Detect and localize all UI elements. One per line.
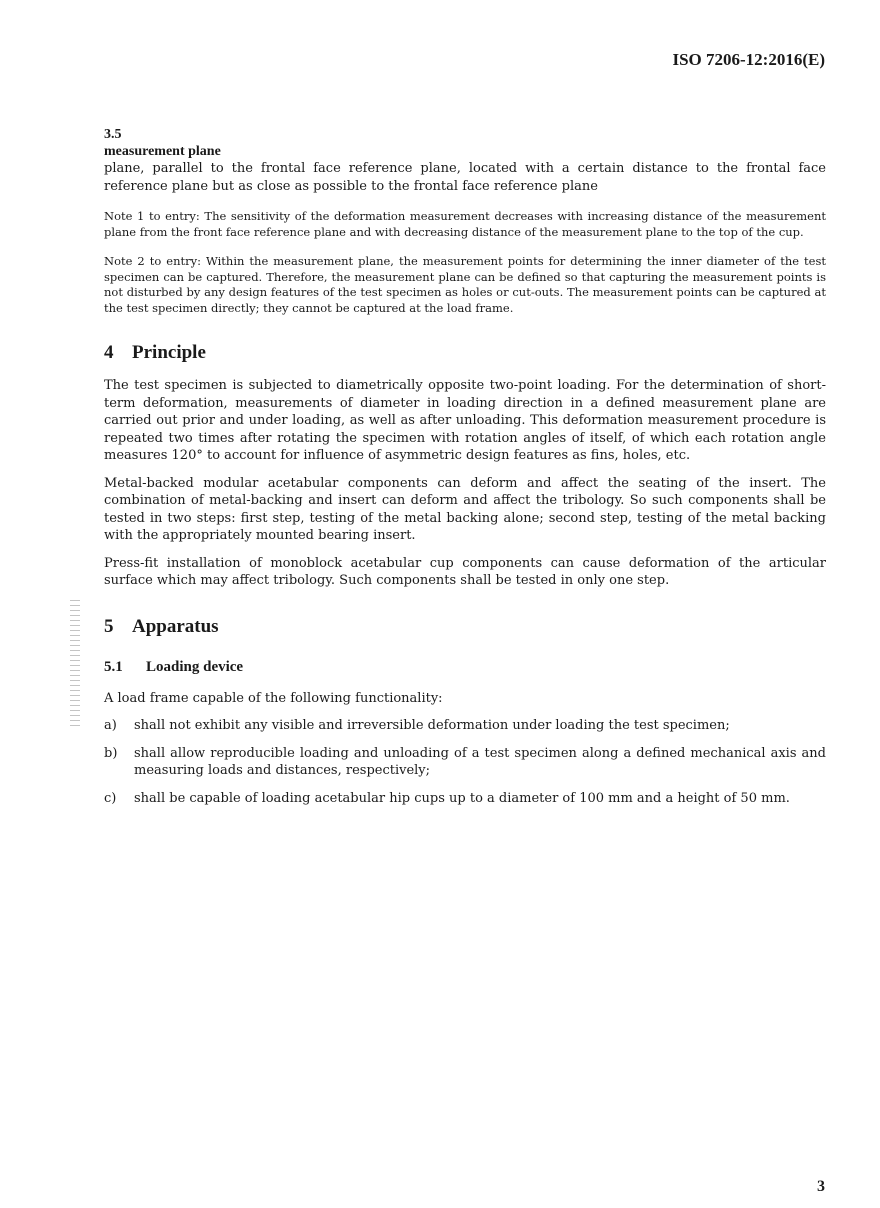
list-item-text: shall be capable of loading acetabular hip cups up to a diameter of 100 mm and a height of 50 mm. [134,790,790,806]
subsection-title: Loading device [146,658,244,675]
margin-watermark [70,600,80,730]
note-2: Note 2 to entry: Within the measurement plane, the measurement points for determining the inner diameter of the test specimen can be captured. Therefore, the measurement plane can be defined so that capturing the measurement points is not disturbed by any design features of the test specimen as holes or cut-outs. The measurement points can be captured at the test specimen directly; they cannot be captured at the load frame. [104,254,826,315]
list-item-text: shall not exhibit any visible and irreversible deformation under loading the test specimen; [134,718,730,733]
term-entry-3-5 [104,126,826,316]
term-definition: plane, parallel to the frontal face reference plane, located with a certain distance to the frontal face reference plane but as close as possible to the frontal face reference plane [104,161,826,194]
page-number: 3 [817,1178,825,1195]
list-marker: c) [104,790,117,806]
document-id-header: ISO 7206-12:2016(E) [672,50,825,69]
section-title: Principle [132,342,206,363]
subsection-5-1-heading [104,658,826,676]
note-1: Note 1 to entry: The sensitivity of the deformation measurement decreases with increasing distance of the measurement plane from the front face reference plane and with decreasing distance of the measurement plane to the top of the cup. [104,209,826,239]
section-number: 5 [104,615,114,637]
section-number: 4 [104,342,114,363]
loading-device-intro: A load frame capable of the following functionality: [104,690,443,706]
principle-paragraph-3: Press-fit installation of monoblock acetabular cup components can cause deformation of the articular surface which may affect tribology. Such components shall be tested in only one step. [104,555,826,588]
list-marker: a) [104,718,117,733]
principle-paragraph-2: Metal-backed modular acetabular components can deform and affect the seating of the insert. The combination of metal-backing and insert can deform and affect the tribology. So such components shall be tested in two steps: first step, testing of the metal backing alone; second step, testing of the metal backing with the appropriately mounted bearing insert. [104,475,826,543]
list-item-text: shall allow reproducible loading and unloading of a test specimen along a defined mechanical axis and measuring loads and distances, respectively; [134,745,826,778]
list-item [104,745,826,780]
page-content [104,126,826,817]
requirements-list [104,717,826,807]
section-4-heading [104,342,826,364]
term-number: 3.5 [104,127,122,142]
section-title: Apparatus [132,615,219,637]
list-item [104,790,826,808]
list-marker: b) [104,745,118,761]
principle-paragraph-1: The test specimen is subjected to diametrically opposite two-point loading. For the determination of short-term deformation, measurements of diameter in loading direction in a defined measurement plane are carried out prior and under loading, as well as after unloading. This deformation measurement procedure is repeated two times after rotating the specimen with rotation angles of itself, of which each rotation angle measures 120° to account for influence of asymmetric design features as fins, holes, etc. [104,378,826,463]
list-item [104,717,826,735]
subsection-number: 5.1 [104,658,123,675]
section-5-heading [104,616,826,638]
term-name: measurement plane [104,144,221,159]
